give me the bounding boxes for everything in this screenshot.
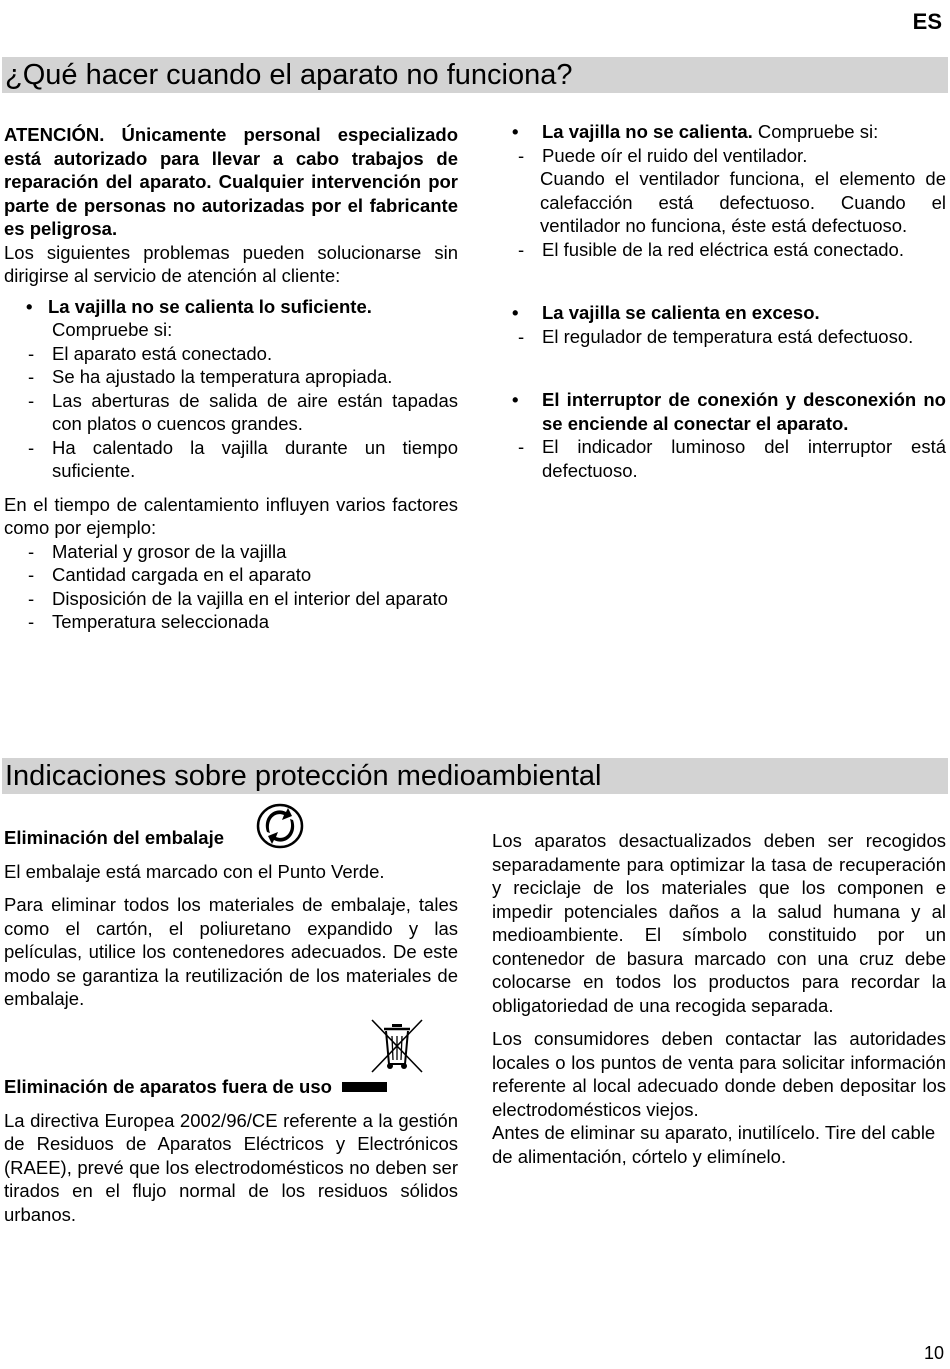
bullet-dot: •: [26, 295, 33, 317]
bullet-dot: •: [512, 389, 519, 410]
check-item: - Ha calentado la vajilla durante un tiempo suficiente.: [28, 436, 458, 481]
bullet-title: La vajilla no se calienta lo suficiente.: [48, 295, 372, 317]
check-item: - El regulador de temperatura está defectuoso.: [518, 325, 914, 347]
factor-item: - Material y grosor de la vajilla: [28, 540, 287, 562]
packaging-heading: Eliminación del embalaje: [4, 827, 225, 848]
check-item: - Las aberturas de salida de aire están tapadas con platos o cuencos grandes.: [28, 389, 458, 434]
bullet-dot: •: [512, 302, 519, 323]
section-title-environment: Indicaciones sobre protección medioambiental: [2, 758, 948, 794]
black-bar-icon: [342, 1082, 387, 1092]
packaging-p1: El embalaje está marcado con el Punto Verde.: [4, 860, 385, 882]
check-item-continuation: Cuando el ventilador funciona, el elemento de calefacción está defectuoso. Cuando el ventilador no funciona, éste está defectuoso.: [540, 168, 946, 236]
check-item: - Puede oír el ruido del ventilador.: [518, 144, 808, 166]
crossed-bin-icon: [370, 1018, 424, 1074]
warning-text: ATENCIÓN. Únicamente personal especializado está autorizado para llevar a cabo trabajos de reparación del aparato. Cualquier intervención por parte de personas no autorizadas por el fabricante es peligrosa.: [4, 124, 458, 239]
environment-left-column: [4, 826, 458, 1011]
bullet-title: El interruptor de conexión y desconexión no se enciende al conectar el aparato.: [542, 389, 946, 434]
language-code: ES: [912, 9, 942, 34]
check-item: - El fusible de la red eléctrica está conectado.: [518, 238, 904, 260]
bullet-overheat: [494, 301, 946, 325]
green-dot-icon: [256, 803, 304, 849]
bullet-insufficient-heat: [4, 295, 458, 319]
troubleshooting-left-column: [4, 123, 458, 634]
bullet-switch: [494, 388, 946, 435]
page-number: 10: [923, 1342, 944, 1363]
packaging-p2: Para eliminar todos los materiales de embalaje, tales como el cartón, el poliuretano expandido y las películas, utilice los contenedores adecuados. De este modo se garantiza la reutilización de los materiales de embalaje.: [4, 894, 458, 1009]
check-item: - El aparato está conectado.: [28, 342, 273, 364]
check-item: - Se ha ajustado la temperatura apropiada.: [28, 366, 393, 387]
factor-item: - Cantidad cargada en el aparato: [28, 564, 312, 585]
bullet-title: La vajilla se calienta en exceso.: [542, 302, 820, 323]
troubleshooting-right-column: [494, 120, 946, 482]
right-p1: Los aparatos desactualizados deben ser recogidos separadamente para optimizar la tasa de recuperación y reciclaje de los materiales que los componen e impedir potenciales daños a la salud humana y al medioambiente. El símbolo constituido por un contenedor de basura marcado con una cruz debe colocarse en todos los productos para recordar la obligatoriedad de una recogida separada.: [492, 830, 946, 1016]
bullet-dot: •: [512, 121, 519, 142]
factor-item: - Temperatura seleccionada: [28, 611, 269, 632]
disposal-p1: La directiva Europea 2002/96/CE referente a la gestión de Residuos de Aparatos Eléctricos y Electrónicos (RAEE), prevé que los electrodomésticos no deben ser tirados en el flujo normal de los residuos sólidos urbanos.: [4, 1109, 458, 1225]
intro-text: Los siguientes problemas pueden solucionarse sin dirigirse al servicio de atención al cliente:: [4, 241, 458, 286]
disposal-heading: Eliminación de aparatos fuera de uso: [4, 1076, 332, 1097]
factor-item: - Disposición de la vajilla en el interior del aparato: [28, 587, 448, 609]
right-p2: Los consumidores deben contactar las autoridades locales o los puntos de venta para solicitar información referente al local adecuado donde deben depositar los electrodomésticos viejos.: [492, 1028, 946, 1120]
section-title-troubleshooting: ¿Qué hacer cuando el aparato no funciona?: [2, 57, 948, 93]
bullet-sub: Compruebe si:: [52, 319, 173, 340]
check-item: - El indicador luminoso del interruptor está defectuoso.: [518, 436, 946, 481]
bullet-no-heat: • La vajilla no se calienta. Compruebe si:: [494, 120, 946, 144]
environment-right-column: [492, 829, 946, 1168]
factors-intro: En el tiempo de calentamiento influyen varios factores como por ejemplo:: [4, 493, 458, 538]
right-p3: Antes de eliminar su aparato, inutilícelo. Tire del cable de alimentación, córtelo y elimínelo.: [492, 1122, 936, 1167]
disposal-block: [4, 1075, 458, 1226]
